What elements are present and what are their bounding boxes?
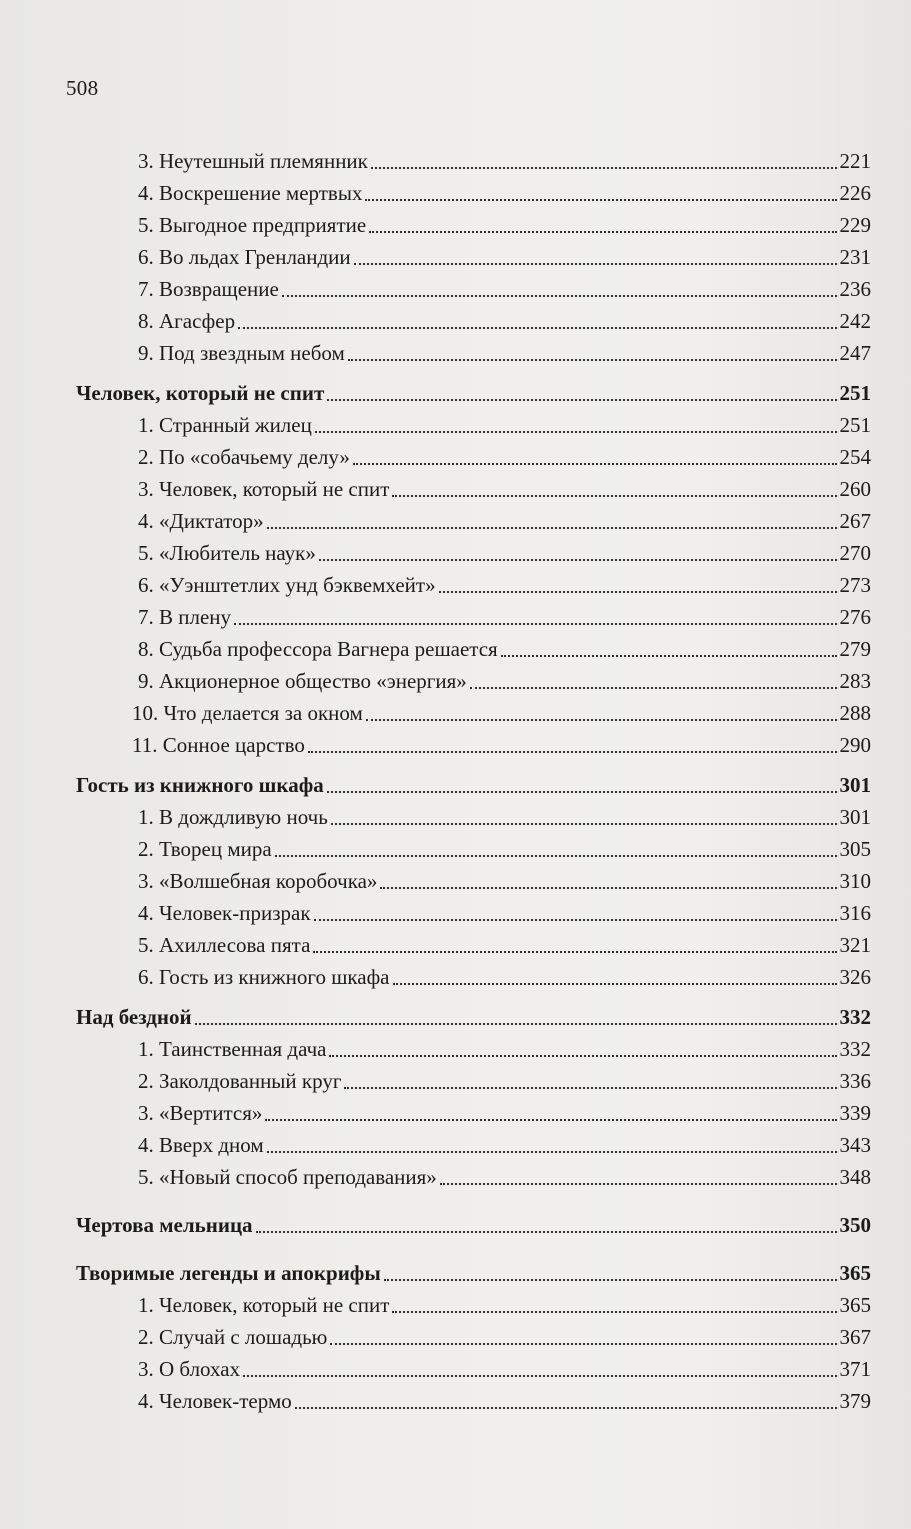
toc-chapter-entry	[138, 146, 871, 176]
toc-entry-page: 276	[839, 605, 871, 629]
toc-chapter-entry	[138, 1034, 871, 1064]
dot-leader	[265, 1119, 836, 1121]
dot-leader	[319, 559, 837, 561]
dot-leader	[282, 295, 837, 297]
dot-leader	[308, 751, 837, 753]
dot-leader	[354, 263, 837, 265]
toc-chapter-entry	[138, 898, 871, 928]
toc-entry-page: 367	[839, 1325, 871, 1349]
toc-entry-page: 221	[839, 149, 871, 173]
toc-entry-title: 3. О блохах	[138, 1357, 241, 1381]
toc-entry-title: 9. Акционерное общество «энергия»	[138, 669, 467, 693]
toc-entry-title: 11. Сонное царство	[132, 733, 305, 757]
toc-entry-title: 8. Агасфер	[138, 309, 236, 333]
toc-chapter-entry	[132, 698, 871, 728]
toc-entry-title: 6. Гость из книжного шкафа	[138, 965, 390, 989]
toc-chapter-entry	[138, 802, 871, 832]
dot-leader	[267, 527, 837, 529]
toc-entry-page: 247	[839, 341, 871, 365]
dot-leader	[366, 719, 837, 721]
dot-leader	[331, 823, 837, 825]
toc-chapter-entry	[138, 1162, 871, 1192]
toc-entry-title: 3. Неутешный племянник	[138, 149, 368, 173]
toc-entry-page: 332	[839, 1037, 871, 1061]
dot-leader	[267, 1151, 837, 1153]
toc-entry-page: 316	[839, 901, 871, 925]
dot-leader	[295, 1407, 837, 1409]
toc-part-entry	[76, 1210, 871, 1240]
toc-entry-title: 2. Заколдованный круг	[138, 1069, 342, 1093]
toc-entry-page: 301	[839, 773, 871, 797]
dot-leader	[371, 167, 837, 169]
toc-entry-title: 8. Судьба профессора Вагнера решается	[138, 637, 498, 661]
toc-entry-title: 4. Человек-призрак	[138, 901, 311, 925]
toc-chapter-entry	[138, 1130, 871, 1160]
toc-entry-title: 6. Во льдах Гренландии	[138, 245, 351, 269]
toc-entry-title: 3. «Вертится»	[138, 1101, 263, 1125]
dot-leader	[313, 951, 836, 953]
dot-leader	[275, 855, 837, 857]
dot-leader	[365, 199, 836, 201]
dot-leader	[470, 687, 837, 689]
dot-leader	[392, 495, 836, 497]
toc-entry-page: 365	[839, 1261, 871, 1285]
dot-leader	[238, 327, 836, 329]
toc-entry-page: 348	[839, 1165, 871, 1189]
toc-entry-page: 288	[839, 701, 871, 725]
toc-chapter-entry	[138, 410, 871, 440]
toc-chapter-entry	[138, 602, 871, 632]
toc-entry-title: 7. Возвращение	[138, 277, 279, 301]
toc-entry-page: 326	[839, 965, 871, 989]
toc-part-entry	[76, 770, 871, 800]
dot-leader	[393, 983, 837, 985]
toc-chapter-entry	[138, 1386, 871, 1416]
toc-chapter-entry	[138, 242, 871, 272]
toc-entry-page: 273	[839, 573, 871, 597]
toc-entry-title: 5. Выгодное предприятие	[138, 213, 367, 237]
toc-entry-page: 254	[839, 445, 871, 469]
toc-entry-page: 267	[839, 509, 871, 533]
dot-leader	[439, 591, 837, 593]
toc-entry-title: 6. «Уэнштетлих унд бэквемхейт»	[138, 573, 436, 597]
dot-leader	[234, 623, 836, 625]
toc-entry-title: Человек, который не спит	[76, 381, 325, 405]
toc-entry-title: 1. В дождливую ночь	[138, 805, 328, 829]
dot-leader	[348, 359, 837, 361]
toc-chapter-entry	[138, 178, 871, 208]
toc-entry-page: 229	[839, 213, 871, 237]
dot-leader	[440, 1183, 837, 1185]
toc-entry-page: 251	[839, 413, 871, 437]
toc-entry-page: 365	[839, 1293, 871, 1317]
toc-entry-title: Над бездной	[76, 1005, 192, 1029]
toc-entry-page: 231	[839, 245, 871, 269]
toc-entry-title: 2. Случай с лошадью	[138, 1325, 328, 1349]
dot-leader	[243, 1375, 836, 1377]
toc-entry-page: 226	[839, 181, 871, 205]
dot-leader	[327, 399, 836, 401]
toc-entry-page: 339	[839, 1101, 871, 1125]
toc-chapter-entry	[138, 834, 871, 864]
toc-entry-page: 242	[839, 309, 871, 333]
toc-chapter-entry	[138, 1290, 871, 1320]
toc-entry-page: 251	[839, 381, 871, 405]
toc-chapter-entry	[138, 570, 871, 600]
toc-chapter-entry	[138, 474, 871, 504]
toc-entry-page: 350	[839, 1213, 871, 1237]
toc-entry-title: 2. Творец мира	[138, 837, 272, 861]
dot-leader	[195, 1023, 837, 1025]
toc-entry-title: 5. «Новый способ преподавания»	[138, 1165, 437, 1189]
toc-entry-page: 332	[839, 1005, 871, 1029]
dot-leader	[369, 231, 836, 233]
toc-entry-title: 1. Странный жилец	[138, 413, 312, 437]
dot-leader	[329, 1055, 836, 1057]
toc-entry-page: 301	[839, 805, 871, 829]
toc-entry-title: 3. «Волшебная коробочка»	[138, 869, 378, 893]
dot-leader	[256, 1231, 837, 1233]
dot-leader	[315, 431, 837, 433]
toc-entry-title: Чертова мельница	[76, 1213, 253, 1237]
toc-part-entry	[76, 378, 871, 408]
toc-chapter-entry	[138, 1066, 871, 1096]
dot-leader	[327, 791, 837, 793]
dot-leader	[330, 1343, 836, 1345]
toc-entry-page: 236	[839, 277, 871, 301]
toc-entry-title: 4. Воскрешение мертвых	[138, 181, 363, 205]
toc-entry-title: 1. Таинственная дача	[138, 1037, 327, 1061]
dot-leader	[353, 463, 837, 465]
toc-chapter-entry	[138, 866, 871, 896]
toc-entry-title: 9. Под звездным небом	[138, 341, 345, 365]
toc-entry-title: Творимые легенды и апокрифы	[76, 1261, 381, 1285]
toc-entry-title: 10. Что делается за окном	[132, 701, 363, 725]
toc-chapter-entry	[138, 930, 871, 960]
toc-part-entry	[76, 1258, 871, 1288]
dot-leader	[344, 1087, 836, 1089]
toc-entry-title: 4. «Диктатор»	[138, 509, 264, 533]
dot-leader	[314, 919, 837, 921]
toc-chapter-entry	[138, 274, 871, 304]
toc-chapter-entry	[138, 338, 871, 368]
toc-entry-page: 310	[839, 869, 871, 893]
toc-entry-title: 7. В плену	[138, 605, 232, 629]
toc-entry-title: 2. По «собачьему делу»	[138, 445, 350, 469]
toc-chapter-entry	[138, 634, 871, 664]
toc-entry-title: Гость из книжного шкафа	[76, 773, 324, 797]
toc-entry-page: 290	[839, 733, 871, 757]
toc-chapter-entry	[138, 962, 871, 992]
toc-entry-page: 379	[839, 1389, 871, 1413]
toc-entry-page: 260	[839, 477, 871, 501]
toc-entry-page: 321	[839, 933, 871, 957]
toc-entry-page: 336	[839, 1069, 871, 1093]
toc-entry-title: 4. Человек-термо	[138, 1389, 292, 1413]
toc-entry-title: 4. Вверх дном	[138, 1133, 264, 1157]
toc-chapter-entry	[138, 210, 871, 240]
toc-chapter-entry	[138, 666, 871, 696]
toc-entry-title: 5. «Любитель наук»	[138, 541, 316, 565]
toc-entry-page: 283	[839, 669, 871, 693]
toc-entry-page: 270	[839, 541, 871, 565]
toc-entry-page: 371	[839, 1357, 871, 1381]
toc-entry-title: 5. Ахиллесова пята	[138, 933, 311, 957]
dot-leader	[380, 887, 836, 889]
toc-chapter-entry	[138, 1322, 871, 1352]
dot-leader	[384, 1279, 837, 1281]
toc-chapter-entry	[138, 506, 871, 536]
toc-chapter-entry	[138, 1098, 871, 1128]
dot-leader	[501, 655, 837, 657]
toc-entry-page: 279	[839, 637, 871, 661]
toc-entry-title: 3. Человек, который не спит	[138, 477, 390, 501]
toc-entry-page: 343	[839, 1133, 871, 1157]
toc-chapter-entry	[138, 442, 871, 472]
toc-chapter-entry	[138, 538, 871, 568]
toc-part-entry	[76, 1002, 871, 1032]
toc-chapter-entry	[138, 306, 871, 336]
toc-chapter-entry	[132, 730, 871, 760]
page-number: 508	[66, 76, 99, 100]
dot-leader	[392, 1311, 836, 1313]
toc-chapter-entry	[138, 1354, 871, 1384]
toc-entry-page: 305	[839, 837, 871, 861]
toc-entry-title: 1. Человек, который не спит	[138, 1293, 390, 1317]
